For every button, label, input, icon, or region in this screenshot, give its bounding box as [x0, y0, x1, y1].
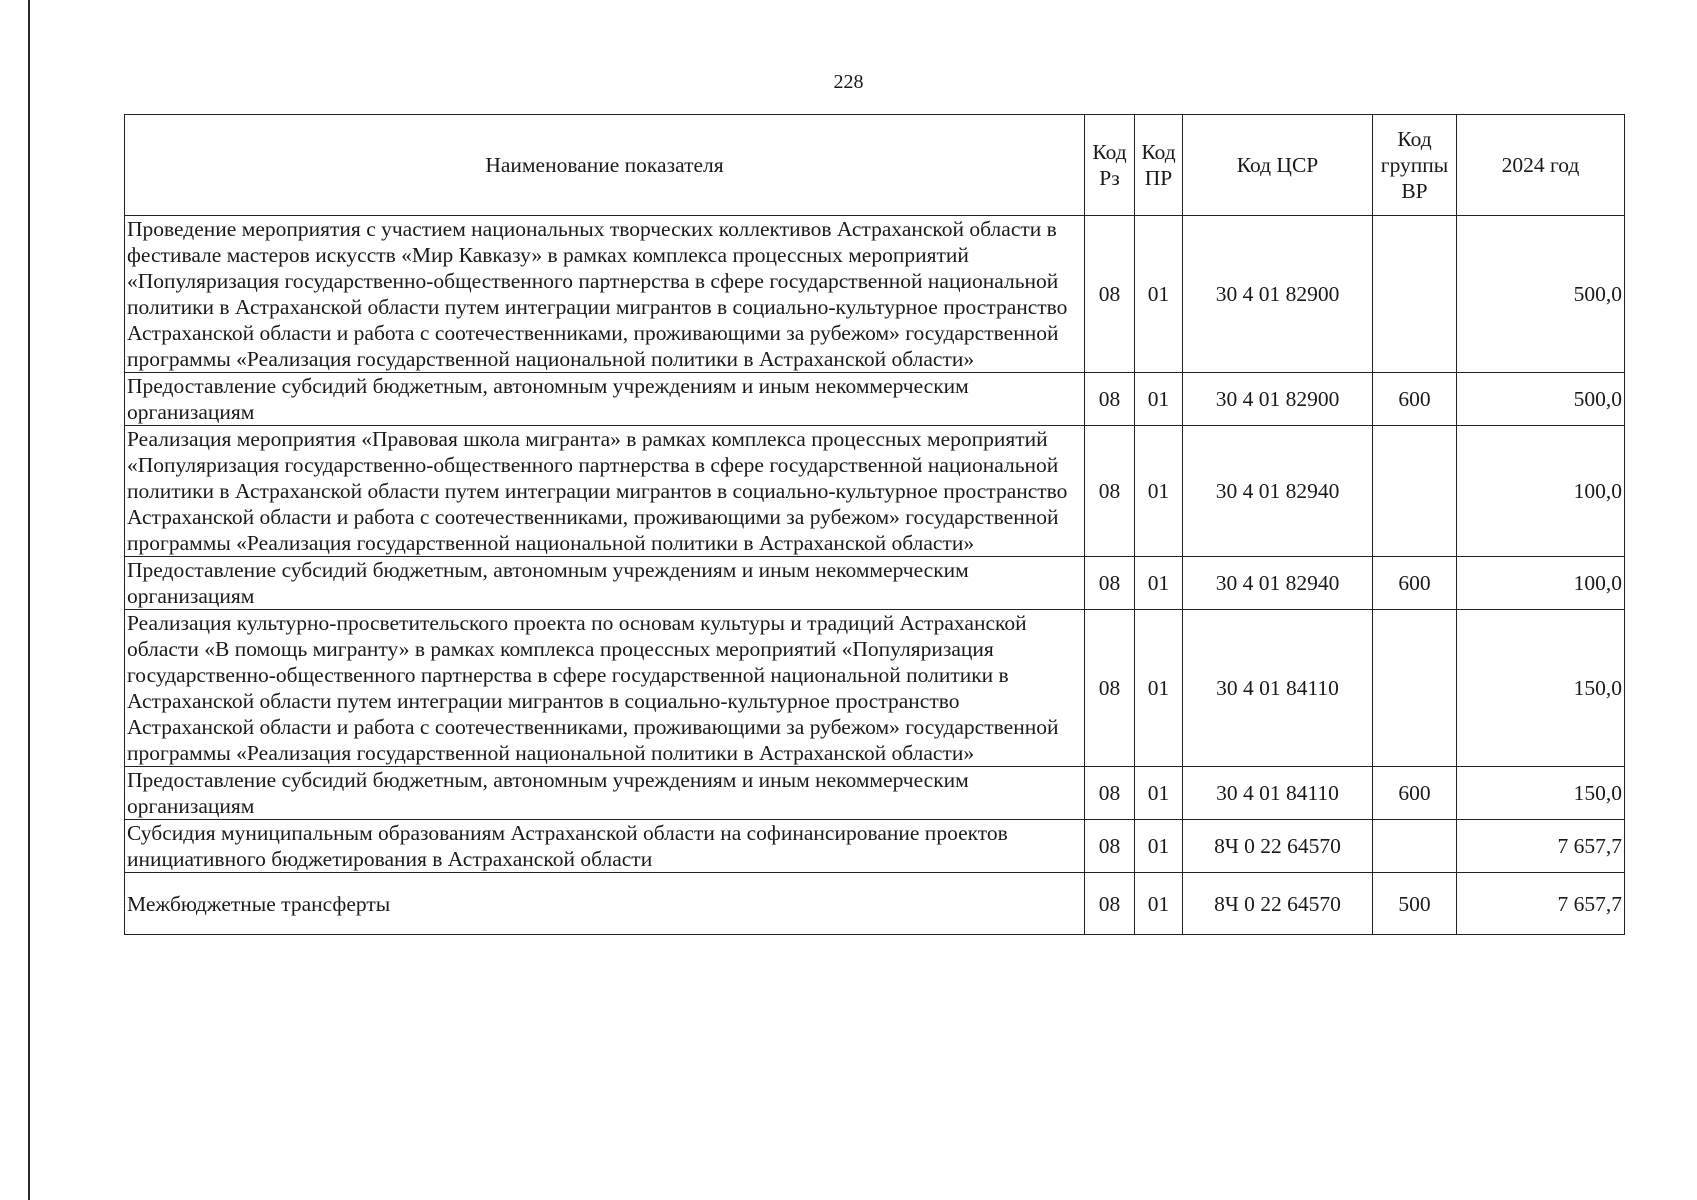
row-year: 100,0	[1457, 426, 1625, 557]
header-csr: Код ЦСР	[1183, 115, 1373, 216]
row-rz: 08	[1085, 216, 1135, 373]
row-vr: 500	[1373, 873, 1457, 935]
table-row	[125, 610, 1625, 767]
row-name: Предоставление субсидий бюджетным, автономным учреждениям и иным некоммерческим организациям	[125, 767, 1085, 820]
row-year: 7 657,7	[1457, 873, 1625, 935]
header-row	[125, 115, 1625, 216]
row-year: 500,0	[1457, 373, 1625, 426]
row-name: Реализация мероприятия «Правовая школа мигранта» в рамках комплекса процессных мероприятий «Популяризация государственно-общественного партнерства в сфере государственной национальной политики в Астраханской области путем интеграции мигрантов в социально-культурное пространство Астраханской области и работа с соотечественниками, проживающими за рубежом» государственной программы «Реализация государственной национальной политики в Астраханской области»	[125, 426, 1085, 557]
row-name: Предоставление субсидий бюджетным, автономным учреждениям и иным некоммерческим организациям	[125, 373, 1085, 426]
row-rz: 08	[1085, 873, 1135, 935]
row-year: 500,0	[1457, 216, 1625, 373]
header-vr: Код группы ВР	[1373, 115, 1457, 216]
page-number: 228	[833, 71, 864, 93]
table-row	[125, 767, 1625, 820]
row-csr: 8Ч 0 22 64570	[1183, 873, 1373, 935]
header-name: Наименование показателя	[125, 115, 1085, 216]
header-rz: Код Рз	[1085, 115, 1135, 216]
row-year: 7 657,7	[1457, 820, 1625, 873]
scan-edge-line	[28, 0, 30, 1200]
row-csr: 30 4 01 84110	[1183, 767, 1373, 820]
row-pr: 01	[1135, 373, 1183, 426]
row-csr: 30 4 01 82940	[1183, 557, 1373, 610]
row-rz: 08	[1085, 610, 1135, 767]
row-name: Проведение мероприятия с участием национальных творческих коллективов Астраханской области в фестивале мастеров искусств «Мир Кавказу» в рамках комплекса процессных мероприятий «Популяризация государственно-общественного партнерства в сфере государственной национальной политики в Астраханской области путем интеграции мигрантов в социально-культурное пространство Астраханской области и работа с соотечественниками, проживающими за рубежом» государственной программы «Реализация государственной национальной политики в Астраханской области»	[125, 216, 1085, 373]
row-csr: 30 4 01 82900	[1183, 373, 1373, 426]
row-name: Предоставление субсидий бюджетным, автономным учреждениям и иным некоммерческим организациям	[125, 557, 1085, 610]
table-row	[125, 557, 1625, 610]
row-vr	[1373, 216, 1457, 373]
row-pr: 01	[1135, 767, 1183, 820]
table-row	[125, 873, 1625, 935]
row-csr: 8Ч 0 22 64570	[1183, 820, 1373, 873]
row-name: Реализация культурно-просветительского проекта по основам культуры и традиций Астраханской области «В помощь мигранту» в рамках комплекса процессных мероприятий «Популяризация государственно-общественного партнерства в сфере государственной национальной политики в Астраханской области путем интеграции мигрантов в социально-культурное пространство Астраханской области и работа с соотечественниками, проживающими за рубежом» государственной программы «Реализация государственной национальной политики в Астраханской области»	[125, 610, 1085, 767]
row-csr: 30 4 01 82900	[1183, 216, 1373, 373]
table-row	[125, 373, 1625, 426]
row-rz: 08	[1085, 767, 1135, 820]
row-vr: 600	[1373, 767, 1457, 820]
row-name: Межбюджетные трансферты	[125, 873, 1085, 935]
row-rz: 08	[1085, 557, 1135, 610]
row-name: Субсидия муниципальным образованиям Астраханской области на софинансирование проектов инициативного бюджетирования в Астраханской области	[125, 820, 1085, 873]
row-pr: 01	[1135, 820, 1183, 873]
row-year: 150,0	[1457, 610, 1625, 767]
budget-table	[124, 114, 1625, 935]
row-rz: 08	[1085, 820, 1135, 873]
table-body	[125, 216, 1625, 935]
row-csr: 30 4 01 84110	[1183, 610, 1373, 767]
row-vr: 600	[1373, 557, 1457, 610]
row-vr	[1373, 610, 1457, 767]
row-pr: 01	[1135, 610, 1183, 767]
row-pr: 01	[1135, 216, 1183, 373]
table-row	[125, 216, 1625, 373]
row-pr: 01	[1135, 426, 1183, 557]
row-vr: 600	[1373, 373, 1457, 426]
table-row	[125, 820, 1625, 873]
row-rz: 08	[1085, 373, 1135, 426]
row-rz: 08	[1085, 426, 1135, 557]
table-header	[125, 115, 1625, 216]
header-pr: Код ПР	[1135, 115, 1183, 216]
row-vr	[1373, 820, 1457, 873]
row-year: 150,0	[1457, 767, 1625, 820]
row-csr: 30 4 01 82940	[1183, 426, 1373, 557]
row-pr: 01	[1135, 873, 1183, 935]
row-pr: 01	[1135, 557, 1183, 610]
row-vr	[1373, 426, 1457, 557]
table-row	[125, 426, 1625, 557]
header-year: 2024 год	[1457, 115, 1625, 216]
row-year: 100,0	[1457, 557, 1625, 610]
